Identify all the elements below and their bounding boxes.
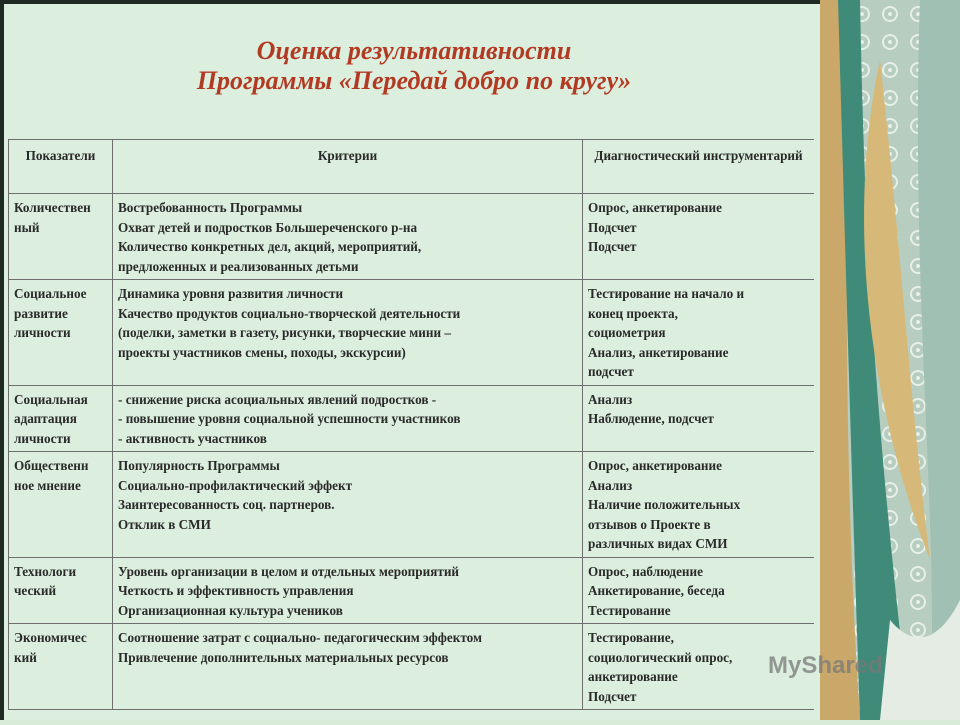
table-row	[9, 385, 815, 452]
header-tools-line: Диагностический	[594, 148, 700, 163]
tools-cell-line: Наблюдение, подсчет	[588, 411, 714, 426]
decorative-side-panel	[820, 0, 960, 720]
table-row	[9, 624, 815, 710]
tools-cell-line: анкетирование	[588, 669, 678, 684]
tools-cell-line: социологический опрос,	[588, 649, 733, 665]
criteria-cell-line: Соотношение затрат с социально- педагогическим эффектом	[118, 630, 482, 645]
criteria-cell-line: Уровень организации в целом и отдельных мероприятий	[118, 563, 460, 579]
criteria-cell-line: - снижение риска асоциальных явлений подростков -	[118, 391, 437, 407]
criteria-cell-line: - повышение уровня социальной успешности участников	[118, 411, 461, 426]
indicator-cell-line: личности	[14, 430, 71, 446]
criteria-cell-line: Востребованность Программы	[118, 200, 303, 215]
tools-cell-line: подсчет	[588, 364, 634, 379]
header-indicators: Показатели	[9, 140, 113, 194]
criteria-cell	[113, 452, 583, 558]
tools-cell-line: Анализ	[588, 391, 633, 407]
evaluation-table	[8, 139, 814, 710]
header-criteria: Критерии	[113, 140, 583, 194]
indicator-cell-line: Социальное	[14, 286, 87, 301]
criteria-cell-line: Привлечение дополнительных материальных ресурсов	[118, 649, 449, 665]
indicator-cell-line: кий	[14, 649, 37, 665]
criteria-cell-line: Четкость и эффективность управления	[118, 583, 354, 598]
table-row	[9, 280, 815, 386]
tools-cell	[583, 557, 815, 624]
tools-cell-line: Подсчет	[588, 219, 637, 235]
tools-cell-line: Тестирование на начало и	[588, 286, 745, 301]
criteria-cell	[113, 280, 583, 386]
tools-cell-line: Опрос, анкетирование	[588, 458, 722, 473]
slide-title	[4, 36, 820, 96]
criteria-cell-line: Качество продуктов социально-творческой деятельности	[118, 305, 461, 321]
criteria-cell-line: предложенных и реализованных детьми	[118, 258, 359, 274]
criteria-cell	[113, 194, 583, 280]
tools-cell	[583, 194, 815, 280]
tools-cell-line: социометрия	[588, 325, 666, 340]
header-tools	[583, 140, 815, 194]
indicator-cell-line: личности	[14, 325, 71, 340]
criteria-cell-line: Заинтересованность соц. партнеров.	[118, 497, 335, 512]
criteria-cell-line: Охват детей и подростков Большереченского р-на	[118, 219, 418, 235]
tools-cell-line: различных видах СМИ	[588, 536, 728, 551]
indicator-cell	[9, 557, 113, 624]
indicator-cell-line: ное мнение	[14, 477, 81, 493]
indicator-cell-line: Общественн	[14, 458, 89, 473]
indicator-cell-line: ный	[14, 219, 40, 235]
tools-cell-line: Анкетирование, беседа	[588, 583, 725, 598]
indicator-cell-line: Количествен	[14, 200, 91, 215]
tools-cell-line: отзывов о Проекте в	[588, 516, 711, 532]
tools-cell-line: Опрос, наблюдение	[588, 563, 703, 579]
table-body	[9, 194, 815, 710]
criteria-cell-line: (поделки, заметки в газету, рисунки, творческие мини –	[118, 325, 451, 340]
criteria-cell-line: - активность участников	[118, 430, 267, 446]
tools-cell-line: Тестирование	[588, 602, 671, 618]
header-tools-line: инструментарий	[703, 148, 803, 163]
table-header-row	[9, 140, 815, 194]
criteria-cell	[113, 557, 583, 624]
criteria-cell-line: Социально-профилактический эффект	[118, 477, 353, 493]
tools-cell-line: Подсчет	[588, 688, 637, 704]
tools-cell-line: Анализ, анкетирование	[588, 344, 729, 360]
tools-cell-line: Наличие положительных	[588, 497, 741, 512]
indicator-cell-line: Экономичес	[14, 630, 87, 645]
tools-cell	[583, 385, 815, 452]
criteria-cell-line: Отклик в СМИ	[118, 516, 211, 532]
indicator-cell	[9, 280, 113, 386]
indicator-cell-line: развитие	[14, 305, 68, 321]
tools-cell-line: Тестирование,	[588, 630, 674, 645]
table-row	[9, 194, 815, 280]
indicator-cell-line: адаптация	[14, 411, 77, 426]
criteria-cell-line: Количество конкретных дел, акций, мероприятий,	[118, 239, 422, 254]
title-line-1: Оценка результативности	[256, 36, 572, 65]
indicator-cell-line: Социальная	[14, 391, 88, 407]
evaluation-table-container	[8, 139, 814, 720]
criteria-cell-line: проекты участников смены, походы, экскурсии)	[118, 344, 406, 360]
criteria-cell	[113, 624, 583, 710]
tools-cell	[583, 280, 815, 386]
indicator-cell	[9, 452, 113, 558]
criteria-cell	[113, 385, 583, 452]
tools-cell-line: Опрос, анкетирование	[588, 200, 722, 215]
indicator-cell	[9, 624, 113, 710]
criteria-cell-line: Организационная культура учеников	[118, 602, 343, 618]
title-line-2: Программы «Передай добро по кругу»	[196, 66, 632, 95]
tools-cell-line: конец проекта,	[588, 305, 678, 321]
tools-cell-line: Анализ	[588, 477, 633, 493]
indicator-cell	[9, 385, 113, 452]
tools-cell-line: Подсчет	[588, 239, 637, 254]
criteria-cell-line: Динамика уровня развития личности	[118, 286, 344, 301]
indicator-cell	[9, 194, 113, 280]
indicator-cell-line: Технологи	[14, 563, 77, 579]
table-row	[9, 557, 815, 624]
ribbon-decoration-icon	[820, 0, 960, 720]
watermark: MyShared	[768, 652, 883, 679]
table-row	[9, 452, 815, 558]
indicator-cell-line: ческий	[14, 583, 57, 598]
tools-cell	[583, 452, 815, 558]
criteria-cell-line: Популярность Программы	[118, 458, 280, 473]
